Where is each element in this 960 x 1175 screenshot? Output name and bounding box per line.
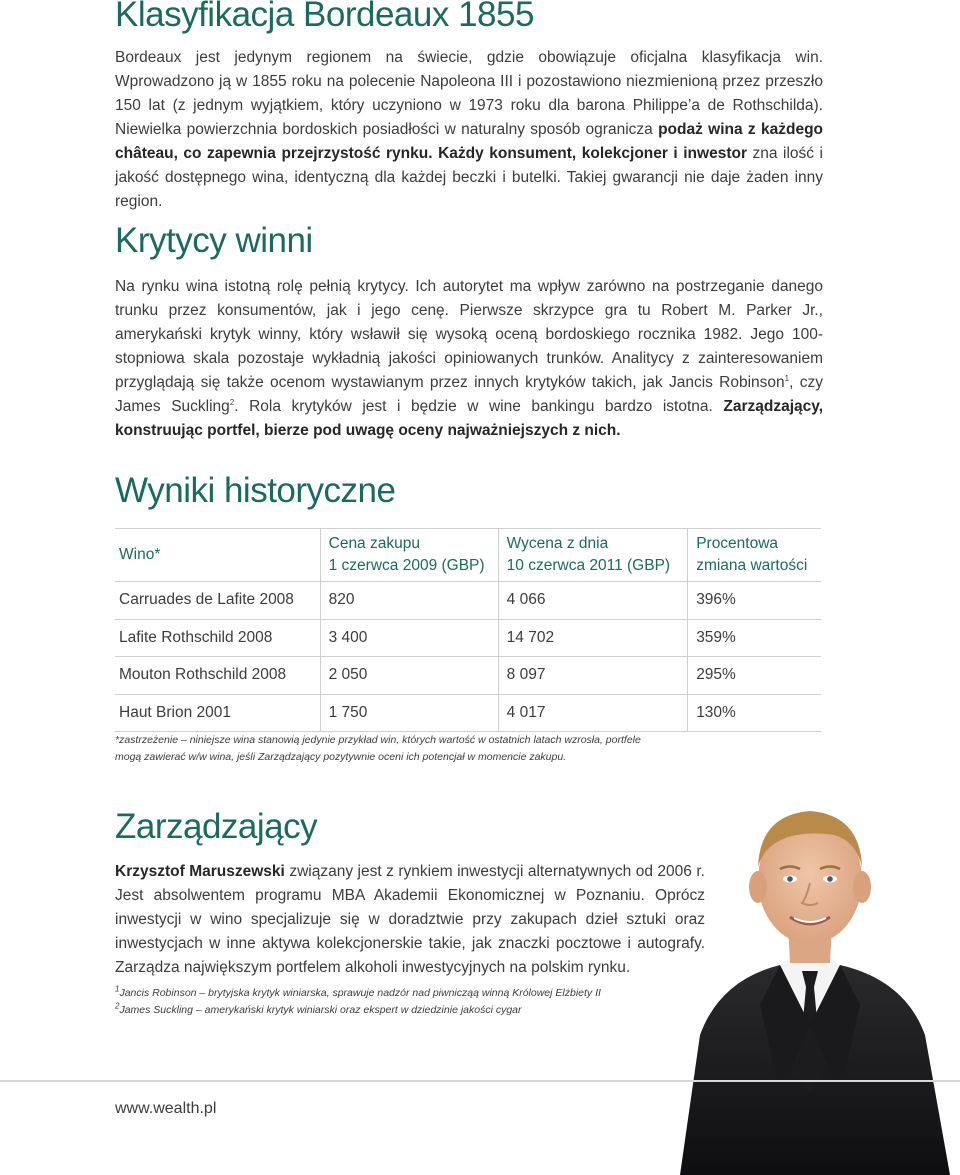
cell-percent-change: 396% <box>688 582 821 620</box>
table-row <box>115 657 821 695</box>
paragraph-zarzadzajacy <box>115 860 705 980</box>
cell-percent-change: 359% <box>688 619 821 657</box>
header-line: Wino* <box>119 546 161 563</box>
header-line: Cena zakupu <box>328 535 420 552</box>
footer-url[interactable]: www.wealth.pl <box>115 1100 217 1117</box>
footnote-ref-1: 1 <box>784 373 790 383</box>
table-row <box>115 619 821 657</box>
bold-run: Każdy konsument, kolekcjoner i inwestor <box>438 145 747 162</box>
section-title-wyniki: Wyniki historyczne <box>115 471 396 510</box>
bold-run: podaż wina z każdego château, co zapewnia przejrzystość rynku. <box>115 121 824 162</box>
header-percent-change <box>688 529 821 582</box>
text-run: , czy James Suckling <box>115 374 823 415</box>
cell-wine: Carruades de Lafite 2008 <box>115 582 320 620</box>
footnote-number: 2 <box>115 1001 120 1011</box>
footnote-ref-2: 2 <box>229 397 235 407</box>
section-title-zarzadzajacy: Zarządzający <box>115 807 318 846</box>
cell-valuation: 14 702 <box>498 619 688 657</box>
text-run: zna ilość i jakość dostępnego wina, identyczną dla każdej beczki i butelki. Takiej gwarancji nie daje żaden inny region. <box>115 145 823 210</box>
cell-wine: Mouton Rothschild 2008 <box>115 657 320 695</box>
table-row <box>115 582 821 620</box>
manager-portrait-photo <box>660 775 960 1175</box>
cell-valuation: 8 097 <box>498 657 688 695</box>
footer-divider <box>0 1080 960 1082</box>
table-row <box>115 694 821 732</box>
cell-valuation: 4 066 <box>498 582 688 620</box>
cell-wine: Lafite Rothschild 2008 <box>115 619 320 657</box>
header-line: 10 czerwca 2011 (GBP) <box>506 557 671 574</box>
header-purchase-price <box>320 529 498 582</box>
text-run: Na rynku wina istotną rolę pełnią krytycy. Ich autorytet ma wpływ zarówno na postrzeganie danego trunku przez konsumentów, jak i jego cenę. Pierwsze skrzypce gra tu Robert M. Parker Jr., amerykański krytyk winny, który wsławił się wysoką oceną bordoskiego rocznika 1982. Jego 100-stopniowa skala pozostaje wykładnią jakości opiniowanych trunków. Analitycy z zainteresowaniem przyglądają się także ocenom wystawianym przez innych krytyków takich, jak Jancis Robinson <box>115 278 823 391</box>
header-line: 1 czerwca 2009 (GBP) <box>328 557 485 574</box>
cell-purchase-price: 1 750 <box>320 694 498 732</box>
header-valuation <box>498 529 688 582</box>
results-table <box>115 528 821 732</box>
text-run: . Rola krytyków jest i będzie w wine bankingu bardzo istotna. <box>234 398 724 415</box>
section-title-bordeaux: Klasyfikacja Bordeaux 1855 <box>115 0 534 34</box>
cell-percent-change: 130% <box>688 694 821 732</box>
table-disclaimer <box>115 732 715 766</box>
paragraph-bordeaux <box>115 46 823 214</box>
header-line: Wycena z dnia <box>506 535 609 552</box>
section-title-krytycy: Krytycy winni <box>115 221 313 260</box>
text-run: związany jest z rynkiem inwestycji alternatywnych od 2006 r. Jest absolwentem programu MBA Akademii Ekonomicznej w Poznaniu. Oprócz inwestycji w wino specjalizuje się w doradztwie przy zakupach dzieł sztuki oraz inwestycjach w inne aktywa kolekcjonerskie takie, jak znaczki pocztowe i autografy. Zarządza największym portfelem alkoholi inwestycyjnych na polskim rynku. <box>115 863 705 976</box>
cell-percent-change: 295% <box>688 657 821 695</box>
text-run: Bordeaux jest jedynym regionem na świecie, gdzie obowiązuje oficjalna klasyfikacja win. Wprowadzono ją w 1855 roku na polecenie Napoleona III i pozostawiono niezmienioną przez przeszło 150 lat (z jednym wyjątkiem, który uczyniono w 1973 roku dla barona Philippe’a de Rothschilda). Niewielka powierzchnia bordoskich posiadłości w naturalny sposób ogranicza <box>115 49 823 138</box>
footnote-text: James Suckling – amerykański krytyk winiarski oraz ekspert w dziedzinie jakości cygar <box>119 1004 522 1016</box>
footnote-number: 1 <box>115 984 120 994</box>
footnote-text: Jancis Robinson – brytyjska krytyk winiarska, sprawuje nadzór nad piwnicząą winną Królowej Elżbiety II <box>119 987 601 999</box>
disclaimer-line: mogą zawierać w/w wina, jeśli Zarządzający pozytywnie oceni ich potencjał w momencie zakupu. <box>115 751 567 763</box>
footnote-2 <box>115 1002 715 1019</box>
cell-purchase-price: 3 400 <box>320 619 498 657</box>
disclaimer-line: *zastrzeżenie – niniejsze wina stanowią jedynie przykład win, których wartość w ostatnich latach wzrosła, portfele <box>115 734 641 746</box>
cell-purchase-price: 820 <box>320 582 498 620</box>
header-line: Procentowa <box>696 535 779 552</box>
table-header-row <box>115 529 821 582</box>
paragraph-krytycy <box>115 275 823 443</box>
cell-purchase-price: 2 050 <box>320 657 498 695</box>
cell-wine: Haut Brion 2001 <box>115 694 320 732</box>
header-wine <box>115 529 320 582</box>
manager-name: Krzysztof Maruszewski <box>115 863 285 880</box>
footnote-1 <box>115 985 715 1002</box>
cell-valuation: 4 017 <box>498 694 688 732</box>
header-line: zmiana wartości <box>696 557 808 574</box>
bold-run: Zarządzający, konstruując portfel, bierze pod uwagę oceny najważniejszych z nich. <box>115 398 824 439</box>
footnotes <box>115 985 715 1019</box>
